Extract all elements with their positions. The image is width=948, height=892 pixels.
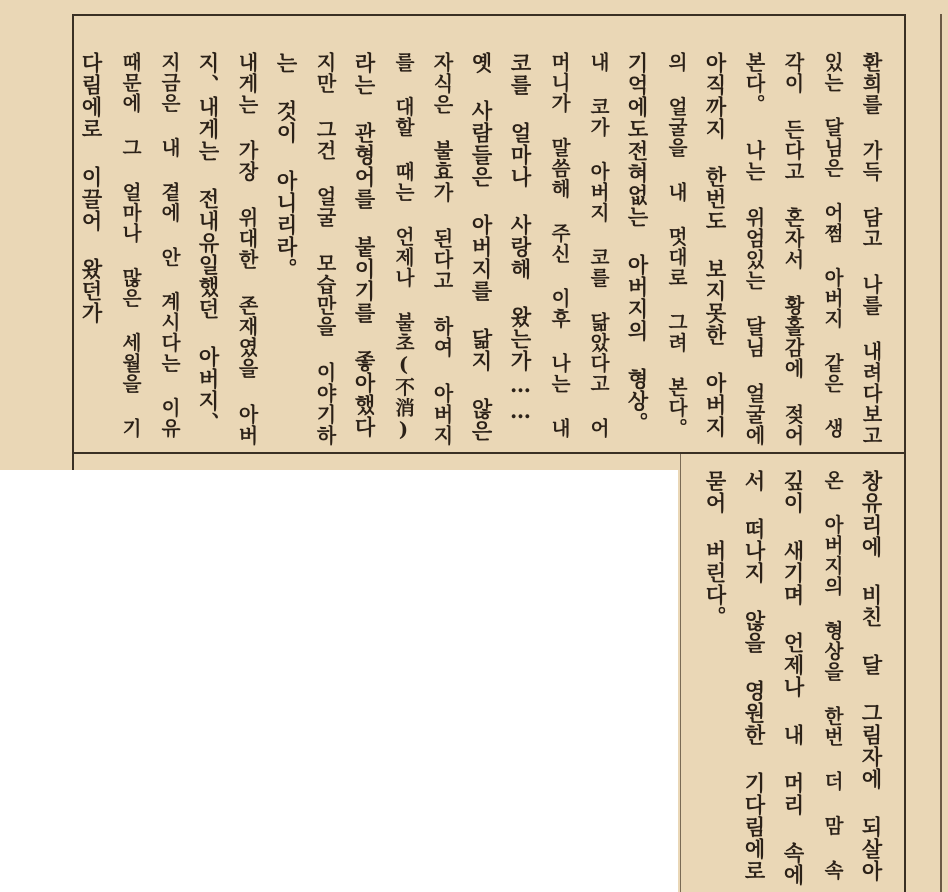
continued-text-line: 깊이 새기며 언제나 내 머리 속에 <box>781 470 806 886</box>
main-text-line: 지만 그건 얼굴 모습만을 이야기하 <box>313 52 337 446</box>
main-text-line: 라는 관형어를 붙이기를 좋아했다 <box>352 52 377 438</box>
main-text-line: 다림에로 이끌어 왔던가 <box>79 52 104 324</box>
main-text-line: 머니가 말씀해 주신 이후 나는 내 <box>548 52 571 439</box>
main-text-line: 는 것이 아니리라。 <box>274 52 299 280</box>
main-text-line: 있는 달님은 어쩜 아버지 같은 생 <box>821 52 844 439</box>
continued-text-line: 서 떠나지 않을 영원한 기다림에로 <box>742 470 767 882</box>
frame-inner-left-rule <box>680 454 681 892</box>
main-text-line: 를 대할 때는 언제나 불초(不消) <box>392 52 415 442</box>
continued-text-line: 묻어 버린다。 <box>703 470 728 628</box>
main-text-line: 코를 얼마나 사랑해 왔는가…… <box>508 52 533 424</box>
blank-area <box>0 470 678 892</box>
main-text-line: 내게는 가장 위대한 존재였을 아버 <box>235 52 259 446</box>
frame-top-rule <box>72 14 906 16</box>
continued-text-line: 온 아버지의 형상을 한번 더 맘 속 <box>821 470 844 881</box>
main-text-line: 옛 사람들은 아버지를 닮지 않은 <box>469 52 494 442</box>
main-text-line: 지금은 내 곁에 안 계시다는 이유 <box>158 52 181 439</box>
main-text-line: 아직까지 한번도 보지못한 아버지 <box>703 52 728 438</box>
main-text-line: 지、내게는 전내유일했던 아버지、 <box>196 52 221 434</box>
main-text-line: 내 코가 아버지 코를 닮았다고 어 <box>587 52 610 439</box>
main-text-line: 환희를 가득 담고 나를 내려다보고 <box>859 52 883 446</box>
main-text-line: 각이 든다고 혼자서 황홀감에 젖어 <box>781 52 805 446</box>
frame-left-rule <box>72 14 74 470</box>
frame-right-outer-rule <box>940 14 942 892</box>
main-text-line: 기억에도전혀없는 아버지의 형상。 <box>625 52 650 434</box>
main-text-line: 때문에 그 얼마나 많은 세월을 기 <box>119 52 142 439</box>
main-text-line: 본다。 나는 위엄있는 달님 얼굴에 <box>742 52 766 446</box>
continued-text-line: 창유리에 비친 달 그림자에 되살아 <box>859 470 884 882</box>
frame-middle-rule <box>72 452 906 454</box>
main-text-line: 자식은 불효가 된다고 하여 아버지 <box>430 52 454 446</box>
main-text-line: 의 얼굴을 내 멋대로 그려 본다。 <box>665 52 688 439</box>
